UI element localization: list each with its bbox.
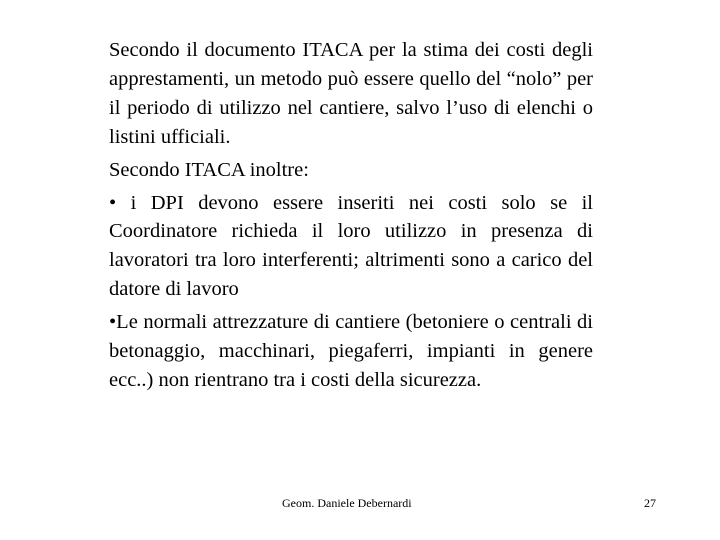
slide-body — [109, 36, 593, 399]
page-number: 27 — [644, 496, 656, 510]
footer-author: Geom. Daniele Debernardi — [282, 496, 412, 510]
intro-paragraph: Secondo il documento ITACA per la stima dei costi degli apprestamenti, un metodo può essere quello del “nolo” per il periodo di utilizzo nel cantiere, salvo l’uso di elenchi o listini ufficiali. — [109, 39, 593, 148]
itaca-heading-line: Secondo ITACA inoltre: — [109, 158, 309, 181]
bullet-dpi: • i DPI devono essere inseriti nei costi solo se il Coordinatore richieda il loro utilizzo in presenza di lavoratori tra loro interferenti; altrimenti sono a carico del datore di lavoro — [109, 191, 593, 301]
bullet-attrezzature: •Le normali attrezzature di cantiere (betoniere o centrali di betonaggio, macchinari, piegaferri, impianti in genere ecc..) non rientrano tra i costi della sicurezza. — [109, 311, 593, 391]
